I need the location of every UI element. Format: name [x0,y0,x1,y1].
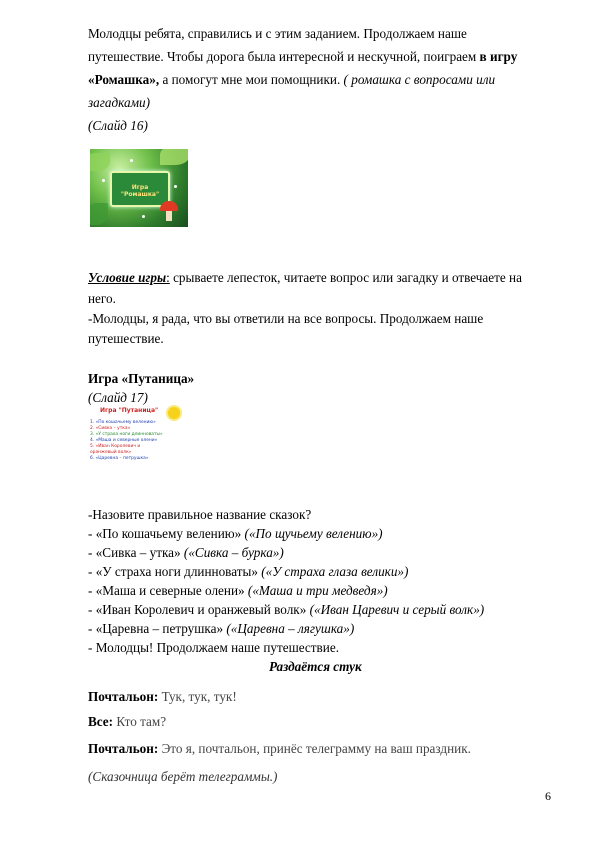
slide-17-row: 6. «Царевна – петрушка» [90,456,149,461]
page-number: 6 [545,789,551,803]
slide-17-row: 2. «Сивка – утка» [90,426,131,431]
slide-16-thumbnail [90,149,188,227]
stage-remark: (Сказочница берёт телеграммы.) [88,769,278,784]
list-item: - «Иван Королевич и оранжевый волк» («Иван Царевич и серый волк») [88,602,485,617]
paragraph-line: путешествие. Чтобы дорога была интересной и нескучной, поиграем в игру [88,49,518,64]
slide-17-row: оранжевый волк» [90,450,132,455]
paragraph-line: него. [88,291,116,306]
slide-reference: (Слайд 17) [88,390,148,405]
slide-17-title: Игра "Путаница" [100,407,159,414]
list-item: - «По кошачьему велению» («По щучьему велению») [88,526,383,541]
paragraph-line: -Молодцы, я рада, что вы ответили на все вопросы. Продолжаем наше [88,311,484,326]
list-item: - «Сивка – утка» («Сивка – бурка») [88,545,284,560]
slide-reference: (Слайд 16) [88,118,148,133]
paragraph-line: Условие игры: срываете лепесток, читаете вопрос или загадку и отвечаете на [88,270,522,285]
slide-16-caption: Игра "Ромашка" [120,184,160,198]
list-item: - «Царевна – петрушка» («Царевна – лягушка») [88,621,355,636]
paragraph-line: «Ромашка», а помогут мне мои помощники. ( ромашка с вопросами или [88,72,496,87]
slide-17-row: 4. «Маша и северные олени» [90,438,158,443]
dialog-line: Почтальон: Тук, тук, тук! [88,689,237,704]
paragraph-line: путешествие. [88,331,164,346]
list-item: - «У страха ноги длинноваты» («У страха глаза велики») [88,564,409,579]
list-closing: - Молодцы! Продолжаем наше путешествие. [88,640,339,655]
dialog-line: Все: Кто там? [88,714,167,729]
slide-16-title-panel [110,171,170,207]
question-line: -Назовите правильное название сказок? [88,507,312,522]
slide-17-thumbnail [88,405,184,475]
slide-17-row: 1. «По кошачьему велению» [90,420,156,425]
dialog-line: Почтальон: Это я, почтальон, принёс телеграмму на ваш праздник. [88,741,471,756]
stage-direction: Раздаётся стук [269,659,362,674]
paragraph-line: загадками) [88,95,150,110]
list-item: - «Маша и северные олени» («Маша и три медведя») [88,583,388,598]
slide-17-row: 3. «У страха ноги длинноваты» [90,432,163,437]
game-title: Игра «Путаница» [88,371,195,386]
slide-17-row: 5. «Иван Королевич и [90,444,141,449]
paragraph-line: Молодцы ребята, справились и с этим заданием. Продолжаем наше [88,26,467,41]
mushroom-icon [160,201,178,211]
sun-icon [168,407,180,419]
